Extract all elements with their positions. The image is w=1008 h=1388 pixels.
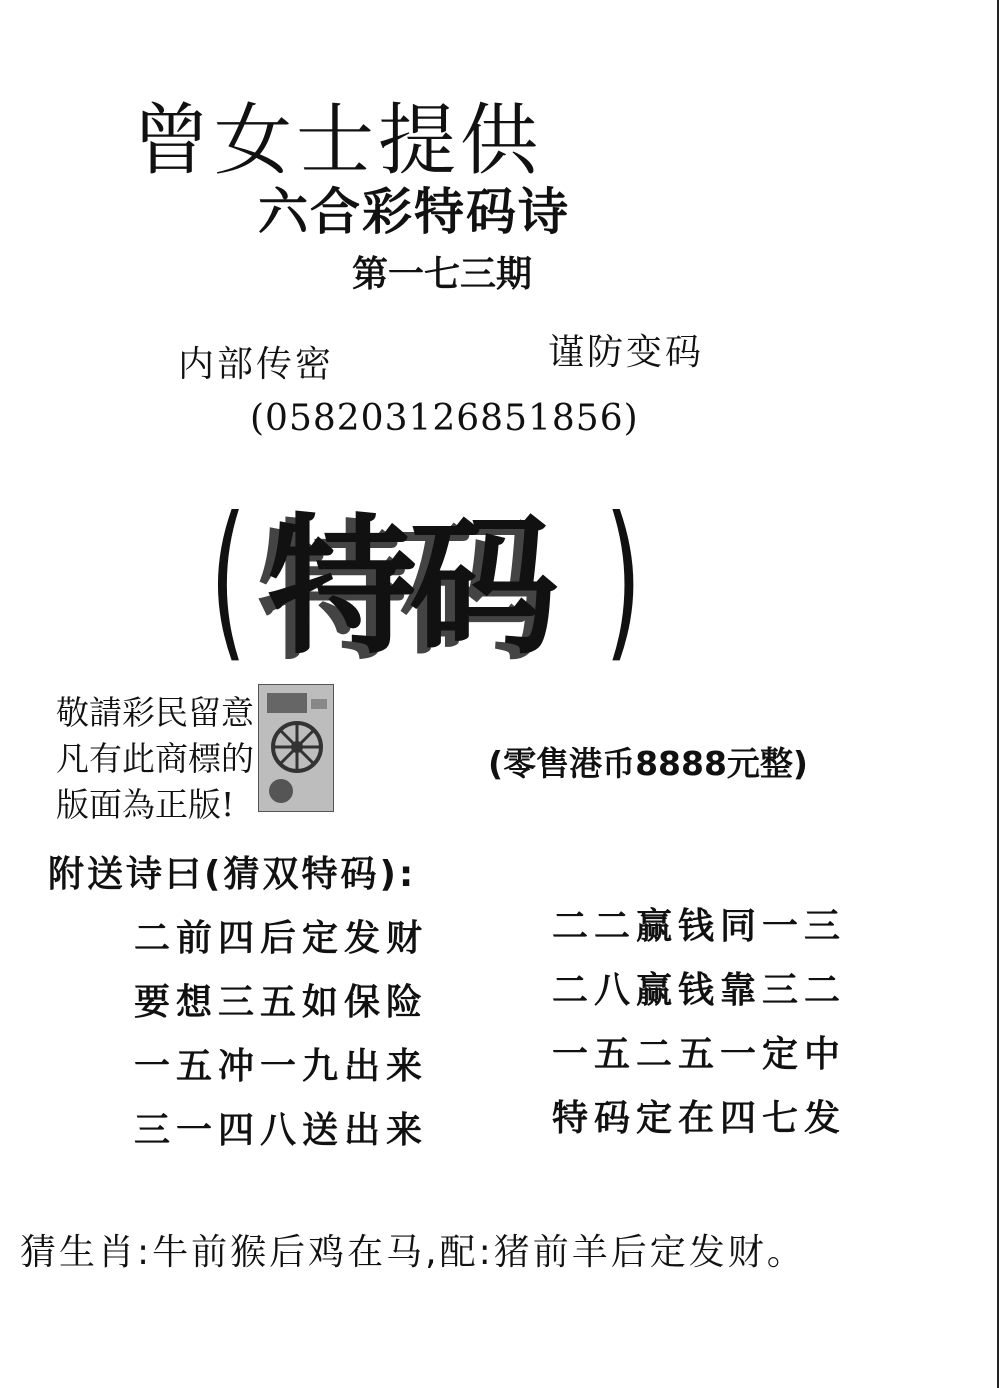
authenticity-notice: [56, 690, 254, 828]
internal-note: 内部传密: [178, 344, 335, 385]
banner-title: 特码: [267, 501, 552, 675]
poem-line-right: 特码定在四七发: [552, 1098, 847, 1139]
poem-line-right: 二二赢钱同一三: [552, 906, 847, 947]
trademark-image: [258, 684, 334, 812]
poem-line-left: 三一四八送出来: [134, 1110, 429, 1151]
poem-line-left: 一五冲一九出来: [134, 1046, 429, 1087]
poem-line-left: 二前四后定发财: [134, 918, 429, 959]
notice-line: 敬請彩民留意: [56, 693, 254, 732]
trademark-emblem-icon: [259, 685, 333, 811]
poem-line-left: 要想三五如保险: [134, 982, 429, 1023]
poem-intro: 附送诗曰(猜双特码):: [48, 854, 417, 895]
banner-left-paren: (: [209, 481, 247, 679]
document-subtitle: 六合彩特码诗: [258, 183, 570, 241]
price-label: (零售港币8888元整): [488, 744, 809, 783]
poem-line-right: 一五二五一定中: [552, 1034, 847, 1075]
reference-code: (058203126851856): [250, 398, 639, 439]
banner-right-paren: ): [604, 481, 642, 679]
poem-line-right: 二八赢钱靠三二: [552, 970, 847, 1011]
warning-note: 谨防变码: [548, 332, 705, 373]
issue-number: 第一七三期: [352, 254, 533, 295]
banner: [195, 481, 675, 685]
scan-edge-line: [997, 0, 999, 1388]
zodiac-guess: 猜生肖:牛前猴后鸡在马,配:猪前羊后定发财。: [20, 1232, 806, 1273]
notice-line: 版面為正版!: [56, 785, 235, 824]
notice-line: 凡有此商標的: [56, 739, 254, 778]
provider-title: 曾女士提供: [132, 96, 543, 186]
